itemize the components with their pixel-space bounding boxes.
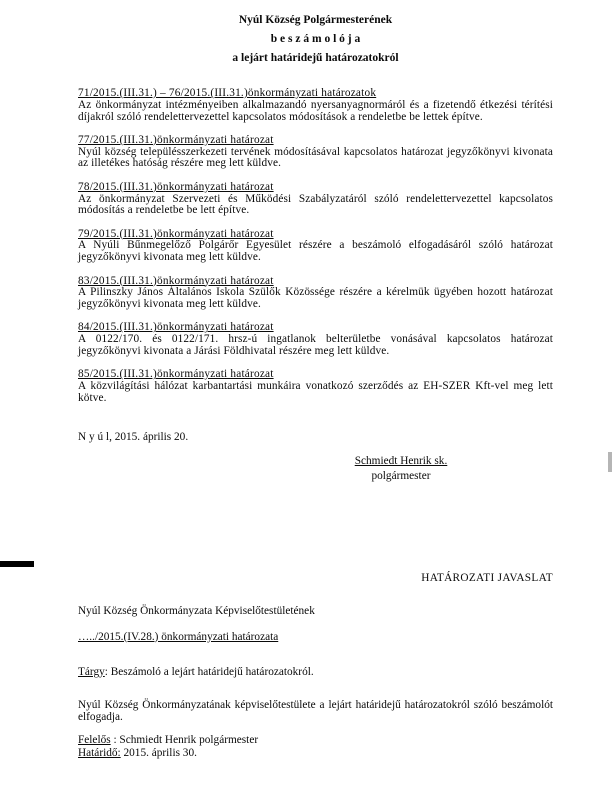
title-line-2: b e s z á m o l ó j a xyxy=(270,33,361,45)
resolution-body: A Pilinszky János Általános Iskola Szülők Közössége részére a kérelmük ügyében hozott határozat jegyzőkönyvi kivonata meg lett küldve. xyxy=(78,286,553,311)
resolution-heading: 79/2015.(III.31.)önkormányzati határozat xyxy=(78,227,274,240)
date-line: N y ú l, 2015. április 20. xyxy=(78,430,189,443)
resolution-item xyxy=(78,182,553,217)
resolution-body: Az önkormányzat intézményeiben alkalmazandó nyersanyagnormáról és a fizetendő étkezési térítési díjakról szóló rendelettervezettel kapcsolatos módosítások a rendeletbe be lettek építve. xyxy=(78,98,553,123)
deadline-label: Határidő: xyxy=(78,746,121,759)
responsible-line xyxy=(78,734,553,747)
resolution-body: A 0122/170. és 0122/171. hrsz-ú ingatlanok belterületbe vonásával kapcsolatos határozat jegyzőkönyvi kivonata a Járási Földhivatal részére meg lett küldve. xyxy=(78,333,553,358)
subject-label: Tárgy xyxy=(78,665,105,678)
proposal-subject-line xyxy=(78,666,553,678)
resolution-heading: 84/2015.(III.31.)önkormányzati határozat xyxy=(78,321,274,334)
scan-artifact-edge-smudge xyxy=(608,452,612,472)
proposal-heading: HATÁROZATI JAVASLAT xyxy=(421,571,553,584)
title-line-3: a lejárt határidejű határozatokról xyxy=(232,52,399,64)
resolution-heading: 77/2015.(III.31.)önkormányzati határozat xyxy=(78,133,274,146)
resolution-body: A Nyúli Bűnmegelőző Polgárőr Egyesület részére a beszámoló elfogadásáról szóló határozat jegyzőkönyvi kivonata meg lett küldve. xyxy=(78,239,553,264)
resolution-item xyxy=(78,322,553,357)
proposal-body: Nyúl Község Önkormányzatának képviselőtestülete a lejárt határidejű határozatokról szóló beszámolót elfogadja. xyxy=(78,698,553,723)
resolution-heading: 85/2015.(III.31.)önkormányzati határozat xyxy=(78,368,274,381)
resolution-heading: 78/2015.(III.31.)önkormányzati határozat xyxy=(78,180,274,193)
resolution-item xyxy=(78,276,553,311)
deadline-line xyxy=(78,747,553,760)
responsible-text: : Schmiedt Henrik polgármester xyxy=(110,734,259,747)
resolution-body: Az önkormányzat Szervezeti és Működési Szabályzatáról szóló rendelettervezettel kapcsolatos módosítás a rendeletbe be lett építve. xyxy=(78,192,553,217)
resolution-item xyxy=(78,229,553,264)
resolution-heading: 83/2015.(III.31.)önkormányzati határozat xyxy=(78,274,274,287)
resolution-item xyxy=(78,88,553,123)
signature-block xyxy=(316,454,486,484)
proposal-resolution-number: …../2015.(IV.28.) önkormányzati határozata xyxy=(78,630,279,643)
resolution-heading: 71/2015.(III.31.) – 76/2015.(III.31.)önkormányzati határozatok xyxy=(78,87,377,99)
resolution-item xyxy=(78,369,553,404)
document-title-block xyxy=(78,11,553,68)
scan-artifact-black-mark xyxy=(0,561,34,567)
resolution-body: Nyúl község településszerkezeti tervének módosításával kapcsolatos határozat jegyzőkönyvi kivonata az illetékes hatóság részére meg lett küldve. xyxy=(78,145,553,170)
resolution-list xyxy=(78,88,553,405)
document-content xyxy=(78,0,553,759)
responsible-label: Felelős xyxy=(78,734,111,747)
title-line-1: Nyúl Község Polgármesterének xyxy=(238,14,393,26)
resolution-item xyxy=(78,135,553,170)
signature-name: Schmiedt Henrik sk. xyxy=(354,454,448,467)
signature-title: polgármester xyxy=(371,469,431,482)
subject-text: : Beszámoló a lejárt határidejű határozatokról. xyxy=(104,665,314,678)
proposal-addressee: Nyúl Község Önkormányzata Képviselőtestületének xyxy=(78,604,315,617)
resolution-body: A közvilágítási hálózat karbantartási munkáira vonatkozó szerződés az EH-SZER Kft-vel meg lett kötve. xyxy=(78,380,553,404)
deadline-text: 2015. április 30. xyxy=(120,746,197,759)
